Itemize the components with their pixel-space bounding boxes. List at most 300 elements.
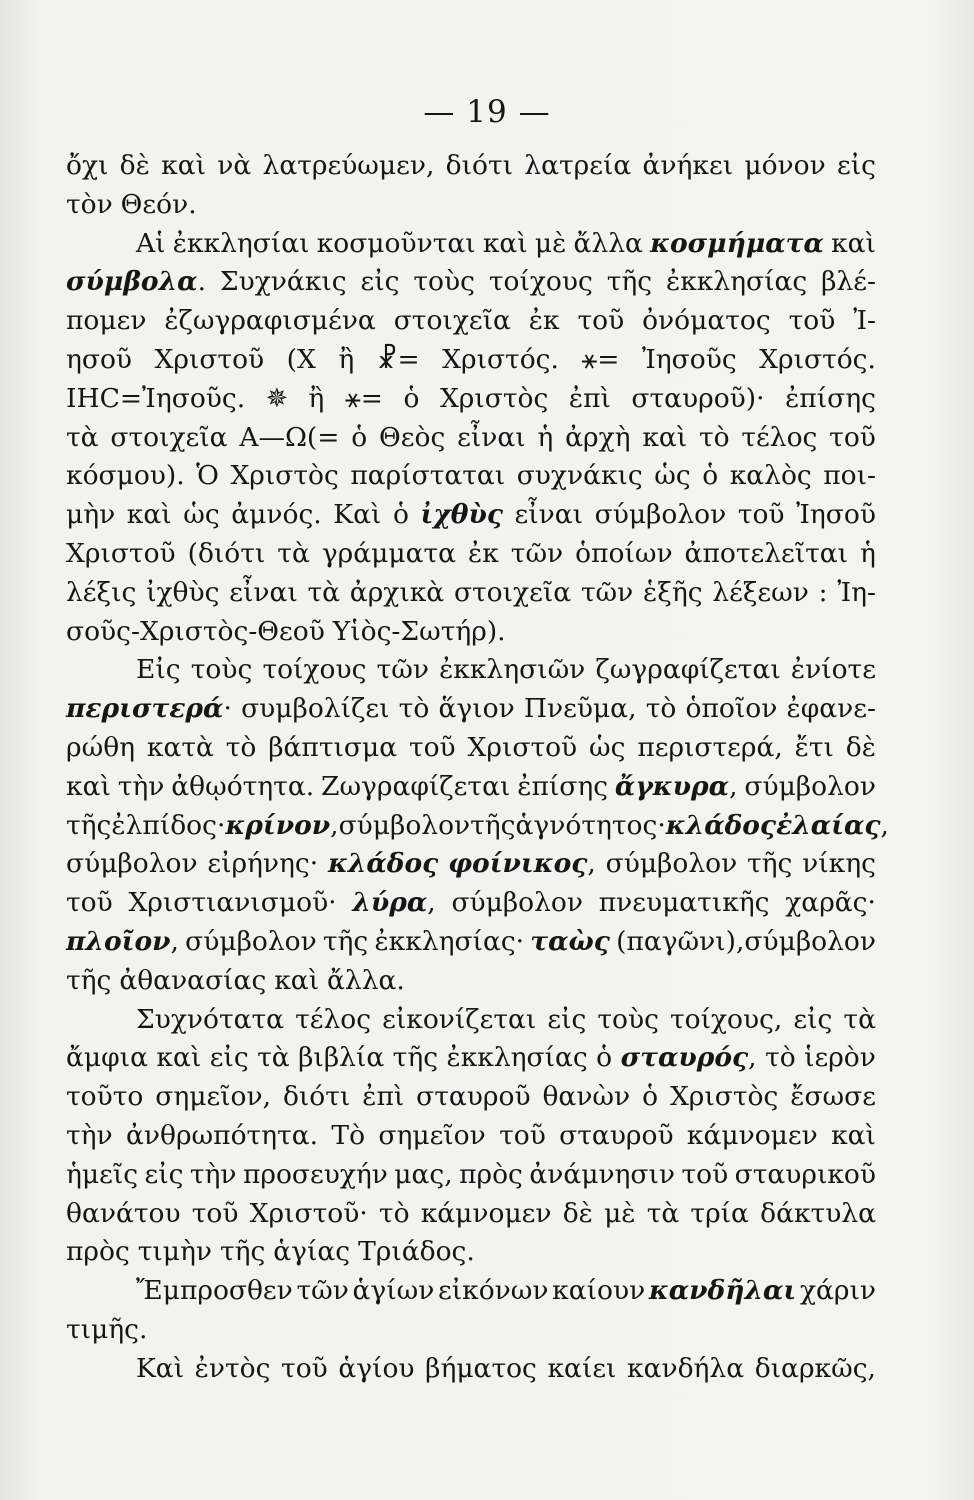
word-part: πρὸς [66, 1236, 130, 1268]
word [378, 1117, 485, 1156]
word-part: τῆς [746, 848, 793, 880]
word-part: ἰχθὺς [146, 576, 220, 608]
word-part: ἐκκλησίας· [374, 925, 525, 957]
word-part: τῆς [219, 1236, 266, 1268]
word-part: Ὁ [196, 460, 219, 492]
word [136, 225, 166, 264]
word-part: σύμβολον [66, 848, 198, 880]
word-part: ἀνάμνησιν [529, 1158, 676, 1190]
word-part: ὁποῖον [685, 693, 778, 725]
word [164, 302, 376, 341]
word-part: Ἰησοῦς [641, 343, 737, 375]
word-part: ΙΗC=Ἰησοῦς. [66, 382, 246, 414]
word [790, 1078, 876, 1117]
word-part: εἶναι [229, 576, 298, 608]
word-part: τὸ [698, 421, 730, 453]
word [394, 1156, 452, 1195]
word-part: ἑξῆς [643, 576, 703, 608]
text-line [66, 1039, 876, 1078]
word-part: ἁγίας [273, 1236, 351, 1268]
emphasized-term: σταυρός [620, 1042, 749, 1074]
word-part: ⚹= [581, 343, 620, 375]
word-part: Χριστὸς [439, 382, 549, 414]
word [776, 807, 889, 846]
word [413, 263, 475, 302]
word [210, 1039, 249, 1078]
text-line [66, 496, 876, 535]
word-part: διαρκῶς, [754, 1352, 876, 1384]
word [66, 1195, 181, 1234]
word [547, 1001, 586, 1040]
word-part: εἶναι [514, 499, 584, 531]
word [382, 1001, 536, 1040]
word [147, 729, 214, 768]
word [239, 419, 339, 458]
word [425, 1350, 537, 1389]
word [121, 186, 197, 225]
word [516, 807, 777, 846]
text-line [66, 147, 876, 186]
word-part: (διότι [187, 537, 266, 569]
word [596, 1039, 612, 1078]
text-line [66, 1311, 876, 1350]
word-part: ἡ [860, 537, 876, 569]
word [649, 1272, 796, 1311]
word-part: σταυροῦ)· [631, 382, 765, 414]
word [273, 1233, 350, 1272]
word [643, 147, 734, 186]
word-part: ἀμνός. [231, 499, 322, 531]
word [530, 923, 610, 962]
word-part: Ἰη- [837, 576, 876, 608]
word [637, 729, 783, 768]
word-part: ἄλλα [573, 227, 643, 259]
word [511, 535, 563, 574]
word-part: σύμβολον [744, 770, 876, 802]
word-part: ἀρχὴ [565, 421, 631, 453]
word [250, 1195, 368, 1234]
emphasized-term: λύρα [352, 887, 428, 919]
word-part: εἰς [836, 150, 876, 181]
word [338, 1350, 414, 1389]
word [136, 1001, 284, 1040]
word-part: ἐπίσης [517, 770, 609, 802]
word [327, 962, 405, 1001]
word-part: μόνον [744, 150, 826, 181]
word-part: καὶ [274, 964, 320, 996]
word-part: Χριστιανισμοῦ· [128, 887, 337, 919]
word-part: Εἰς [136, 654, 181, 686]
word-part: Ἔμπροσθεν [136, 1275, 293, 1307]
word-part: Χριστοῦ [66, 537, 176, 569]
word-part: ἀρχικὰ [349, 576, 445, 608]
word [800, 1272, 876, 1311]
word-part: καίει [547, 1352, 617, 1384]
word-part: καὶ [156, 1042, 202, 1074]
word [138, 1233, 212, 1272]
word-part: χάριν [799, 1275, 876, 1307]
word [787, 690, 876, 729]
word [66, 845, 198, 884]
word [394, 302, 511, 341]
word-part: τέλος [741, 421, 818, 453]
word [457, 419, 526, 458]
word-part: Χριστός. [759, 343, 876, 375]
word-part: τὰ [646, 1197, 680, 1229]
word-part: τοῦ [829, 421, 876, 453]
word-part: τῶν [296, 1275, 349, 1307]
word-part: ἢ [338, 343, 355, 375]
word [595, 496, 727, 535]
word-part: καὶ [161, 150, 206, 181]
word [793, 1001, 832, 1040]
word [627, 1350, 744, 1389]
word [66, 729, 135, 768]
word [517, 457, 643, 496]
word-part: σύμβολον [605, 848, 738, 880]
word [66, 1117, 113, 1156]
word [263, 147, 435, 186]
word [66, 186, 113, 225]
word-part: εἶναι [457, 421, 526, 453]
word [577, 302, 624, 341]
word [155, 341, 265, 380]
word [802, 845, 876, 884]
word [66, 1078, 143, 1117]
word [350, 574, 444, 613]
word [361, 263, 400, 302]
word-part: προσευχήν [242, 1158, 388, 1190]
word-part: ἡμεῖς [66, 1158, 139, 1190]
word-part: τοὺς [413, 266, 475, 298]
word [646, 690, 677, 729]
word [144, 1156, 183, 1195]
word [755, 1350, 876, 1389]
word-part: τοίχους [488, 266, 593, 298]
word-part: λέξις [66, 576, 137, 608]
word-part: ἐζωγραφισμένα [164, 305, 376, 337]
word-part: νὰ [217, 150, 252, 181]
word [128, 884, 336, 923]
word-part: τοῦτο [66, 1081, 144, 1113]
word [524, 690, 637, 729]
word-part: Χριστὸς [230, 460, 339, 492]
emphasized-term: ἄγκυρα [614, 770, 730, 802]
word [821, 263, 876, 302]
word-part: . [197, 266, 207, 298]
word [377, 341, 420, 380]
page-number: — 19 — [423, 94, 551, 130]
word-part: Ἰ- [853, 305, 876, 337]
word [66, 690, 232, 729]
word [257, 1039, 290, 1078]
word-part: ἢ [308, 382, 325, 414]
word-part: τῆς [470, 809, 516, 841]
word-part: κόσμου). [66, 460, 185, 492]
word-part: τοὺς [597, 1003, 659, 1035]
word [188, 535, 266, 574]
word-part: Χριστός. [442, 343, 559, 375]
word [207, 845, 318, 884]
word-part: τὰ [307, 576, 341, 608]
word [226, 729, 257, 768]
word-part: ἀνθρωπότητα. [126, 1119, 319, 1151]
word [853, 302, 876, 341]
text-line [66, 186, 876, 225]
word [323, 923, 368, 962]
word-part: τὸ [645, 693, 677, 725]
word [687, 1117, 818, 1156]
word [468, 729, 578, 768]
word [448, 845, 596, 884]
word-part: Χριστοῦ· [249, 1197, 368, 1229]
word [66, 535, 176, 574]
word [409, 729, 456, 768]
text-line [66, 651, 876, 690]
word [287, 341, 316, 380]
word-part: ἐκκλησίας [665, 266, 808, 298]
word [66, 496, 115, 535]
word [643, 574, 703, 613]
word [542, 1078, 630, 1117]
word [155, 1078, 271, 1117]
word [421, 496, 503, 535]
word [829, 419, 876, 458]
word [333, 496, 381, 535]
word [243, 1156, 388, 1195]
word [860, 535, 876, 574]
word [569, 380, 611, 419]
word-part: Α—Ω(= [239, 421, 340, 453]
word [738, 496, 785, 535]
word [192, 1195, 239, 1234]
word [440, 380, 548, 419]
word-part: ζωγραφίζεται [595, 654, 781, 686]
word-part: τὸ [398, 693, 430, 725]
word [489, 263, 593, 302]
word-part: τῆς [606, 266, 653, 298]
word-part: σύμβολον [594, 499, 727, 531]
word [515, 496, 584, 535]
word-part: τοῦ [681, 1158, 729, 1190]
word [241, 690, 389, 729]
word-part: σύμβολον [451, 887, 583, 919]
word-part: ἐκ [528, 305, 560, 337]
word-part: στοιχεῖα [393, 305, 511, 337]
word-part: (Χ [286, 343, 316, 375]
word [524, 147, 631, 186]
word [438, 1272, 548, 1311]
word [446, 147, 513, 186]
word [66, 341, 132, 380]
text-line [66, 380, 876, 419]
word-part: ἀθανασίας [119, 964, 267, 996]
word-part: Καὶ [333, 499, 382, 531]
word-part: ἁγίου [338, 1352, 415, 1384]
word-part: τοῦ [737, 499, 785, 531]
word-part: τῶν [580, 576, 634, 608]
word [616, 923, 876, 962]
word-part: τὸ [225, 731, 257, 763]
emphasized-term: σύμβολα [66, 266, 198, 298]
word [416, 1078, 530, 1117]
word-part: μὲ [534, 227, 567, 259]
text-line [66, 535, 876, 574]
word [173, 225, 310, 264]
word-part: μὲ [604, 1197, 636, 1229]
word [345, 380, 383, 419]
word-part: χαρᾶς· [785, 887, 876, 919]
text-line [66, 225, 876, 264]
word [642, 1078, 658, 1117]
word-part: τὴν [189, 1158, 237, 1190]
word-part: ὄχι [66, 150, 109, 181]
word [654, 457, 690, 496]
word-part: ὡς [589, 731, 626, 763]
word [575, 535, 672, 574]
word-part: τοὺς [190, 654, 253, 686]
word [823, 457, 876, 496]
word-part: τοῦ [408, 731, 456, 763]
word-part: Ζωγραφίζεται [321, 770, 511, 802]
word-part: ⚹= [344, 382, 383, 414]
word [283, 1078, 350, 1117]
word [670, 1078, 778, 1117]
text-line [66, 1272, 876, 1311]
word [483, 225, 528, 264]
word-part: Θεόν. [120, 188, 197, 220]
word [831, 225, 876, 264]
word-part: τῶν [376, 654, 429, 686]
word-part: εἰς [547, 1003, 587, 1035]
word [537, 419, 553, 458]
word [604, 1195, 635, 1234]
word-part: σημεῖον [378, 1119, 486, 1151]
text-line [66, 457, 876, 496]
word [730, 457, 812, 496]
word-part: ἐπίσης [785, 382, 876, 414]
text-line [66, 263, 876, 302]
word [631, 380, 764, 419]
word [529, 1156, 675, 1195]
word [119, 962, 266, 1001]
word [136, 1272, 293, 1311]
word [126, 1117, 318, 1156]
word-part: ✵ [265, 382, 288, 414]
word [744, 147, 825, 186]
word [66, 1156, 138, 1195]
word-part: , [748, 1042, 757, 1074]
word [161, 147, 206, 186]
word-part: τὸν [66, 188, 113, 220]
word [552, 1272, 645, 1311]
word-part: Χριστοῦ [467, 731, 578, 763]
emphasized-term: κοσμήματα [650, 227, 824, 259]
word [111, 807, 470, 846]
word [220, 263, 347, 302]
word [559, 1117, 673, 1156]
word [308, 380, 324, 419]
word [307, 574, 340, 613]
word [66, 263, 206, 302]
word-part: καὶ [482, 227, 528, 259]
text-line [66, 690, 876, 729]
word [399, 690, 430, 729]
word-part: εἰς [144, 1158, 184, 1190]
word [599, 884, 770, 923]
word-part: ὁ [702, 460, 719, 492]
word-part: (παγῶνι),σύμβολον [616, 925, 876, 957]
word-part: εἰς [793, 1003, 833, 1035]
word [66, 574, 136, 613]
text-line [66, 1001, 876, 1040]
word [447, 1039, 588, 1078]
emphasized-term: ἐλαίας [776, 809, 881, 841]
text-line [66, 613, 876, 652]
word-part: σταυρικοῦ [734, 1158, 876, 1190]
text-line [66, 768, 876, 807]
word [795, 729, 834, 768]
word [785, 884, 876, 923]
word-part: τιμὴν [137, 1236, 212, 1268]
word [535, 225, 566, 264]
word-part: ἐνίοτε [790, 654, 876, 686]
word [321, 768, 510, 807]
word-part: τοῦ [577, 305, 625, 337]
word-part: βλέ- [821, 266, 876, 298]
word-part: Συχνότατα [136, 1003, 285, 1035]
word-part: τοῦ [66, 887, 113, 919]
word [393, 496, 409, 535]
word-part: ὁ [403, 382, 420, 414]
word [759, 341, 876, 380]
word [274, 962, 319, 1001]
word [217, 147, 251, 186]
word [66, 1233, 130, 1272]
word [606, 845, 738, 884]
word [262, 651, 366, 690]
word-part: κάμνομεν [686, 1119, 818, 1151]
word [681, 1156, 728, 1195]
word [338, 341, 354, 380]
word-part: ὡς [654, 460, 691, 492]
word-part: εἰς [209, 1042, 249, 1074]
word [699, 419, 730, 458]
word-part: τέλος [295, 1003, 372, 1035]
word [195, 1350, 271, 1389]
word-part: Ἰησοῦ [796, 499, 876, 531]
word-part: ὡς [183, 499, 220, 531]
word [747, 845, 792, 884]
word [581, 574, 633, 613]
word-part: Αἱ [136, 227, 166, 259]
word [574, 225, 643, 264]
word [439, 690, 515, 729]
word [791, 651, 876, 690]
word [760, 1195, 876, 1234]
word [66, 807, 111, 846]
text-line [66, 845, 876, 884]
word-part: στοιχεῖα [110, 421, 228, 453]
word [442, 341, 559, 380]
word [66, 419, 99, 458]
word [183, 496, 219, 535]
word [268, 729, 397, 768]
word-part: δὲ [845, 731, 876, 763]
word [266, 380, 288, 419]
text-line [66, 729, 876, 768]
word-part: σοῦς-Χριστὸς-Θεοῦ [66, 615, 325, 647]
